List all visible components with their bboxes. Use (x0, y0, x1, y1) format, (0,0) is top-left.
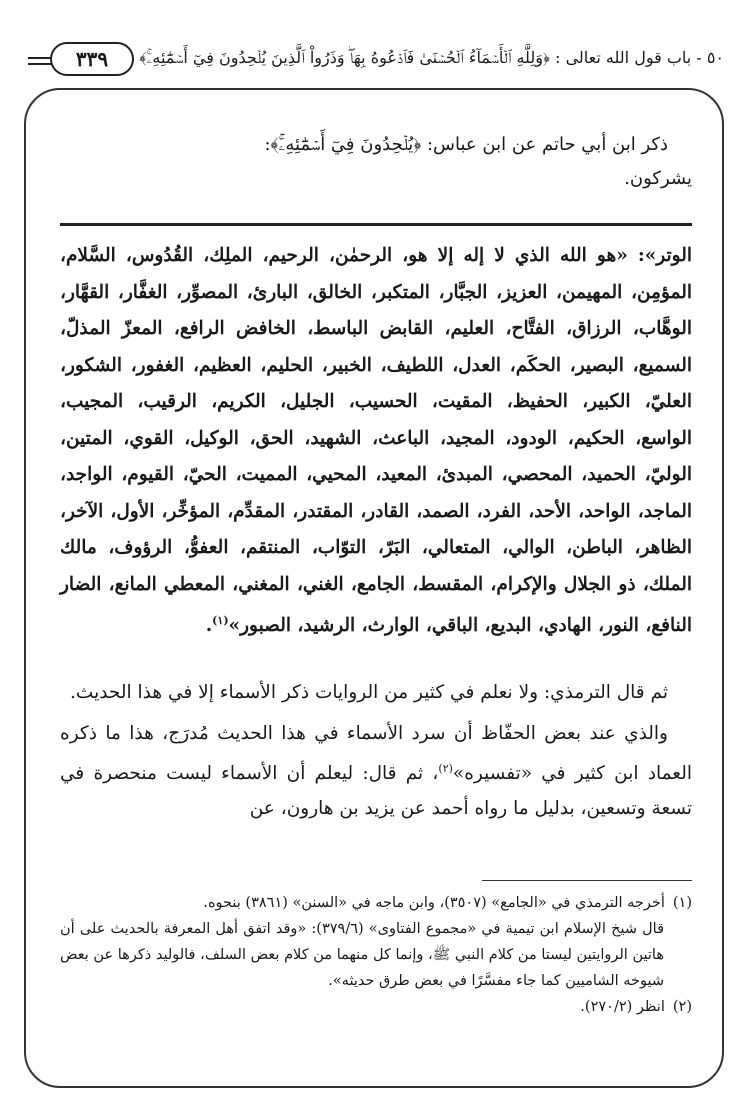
page-number: ٣٣٩ (50, 42, 134, 76)
body-paragraph-2-b: ، ثم قال: ليعلم أن الأسماء ليست منحصرة في تسعة وتسعين، بدليل ما رواه أحمد عن يزيد بن هارون، عن (60, 763, 692, 820)
footnote-2 (60, 994, 692, 1020)
divine-names-paragraph: الوتر»: «هو الله الذي لا إله إلا هو، الرحمٰن، الرحيم، الملِك، القُدُوس، السَّلام، المؤمِن، المهيمن، العزيز، الجبَّار، المتكبر، الخالق، البارئ، المصوِّر، الغفَّار، القهَّار، الوهَّاب، الرزاق، الفتَّاح، العليم، القابض الباسط، الخافض الرافع، المعزّ المذلّ، السميع، البصير، الحكَم، العدل، اللطيف، الخبير، الحليم، العظيم، الغفور، الشكور، العليّ، الكبير، الحفيظ، المقيت، الحسيب، الجليل، الكريم، الرقيب، المجيب، الواسع، الحكيم، الودود، المجيد، الباعث، الشهيد، الحق، الوكيل، القوي، المتين، الوليّ، الحميد، المحصي، المبدئ، المعيد، المحيي، المميت، الحيّ، القيوم، الواجد، الماجد، الواحد، الأحد، الفرد، الصمد، القادر، المقتدر، المقدِّم، المؤخِّر، الأول، الآخر، الظاهر، الباطن، الوالي، المتعالي، البَرّ، التوّاب، المنتقم، العفوُّ، الرؤوف، مالك الملك، ذو الجلال والإكرام، المقسط، الجامع، الغني، المغني، المعطي المانع، الضار النافع، النور، الهادي، البديع، الباقي، الوارث، الرشيد، الصبور»$^{(١)}$. (60, 245, 692, 637)
running-header (28, 40, 728, 80)
body-paragraph-2-a: والذي عند بعض الحفّاظ أن سرد الأسماء في هذا الحديث مُدرَج، هذا ما ذكره العماد ابن كثير في «تفسيره» (60, 723, 692, 785)
section-divider (60, 223, 692, 226)
intro-line-1: ذكر ابن أبي حاتم عن ابن عباس: ﴿يُلۡحِدُونَ فِيٓ أَسۡمَٰٓئِهِۦۚ﴾: (264, 134, 668, 155)
footnote-ref-1[interactable]: (١) (212, 614, 229, 627)
footnote-1-text: أخرجه الترمذي في «الجامع» (٣٥٠٧)، وابن ماجه في «السنن» (٣٨٦١) بنحوه. (203, 895, 665, 911)
footnote-2-number: (٢) (672, 999, 692, 1015)
footnote-1-number: (١) (672, 895, 692, 911)
footnote-2-text: انظر (٢٧٠/٢). (580, 999, 665, 1015)
intro-line-2: يشركون. (624, 168, 692, 189)
body-paragraph-2 (60, 716, 692, 826)
body-text (60, 675, 692, 832)
body-paragraph-1: ثم قال الترمذي: ولا نعلم في كثير من الروايات ذكر الأسماء إلا في هذا الحديث. (70, 682, 668, 703)
names-text: الوتر»: «هو الله الذي لا إله إلا هو، الرحمٰن، الرحيم، الملِك، القُدُوس، السَّلام، المؤمِن، المهيمن، العزيز، الجبَّار، المتكبر، الخالق، البارئ، المصوِّر، الغفَّار، القهَّار، الوهَّاب، الرزاق، الفتَّاح، العليم، القابض الباسط، الخافض الرافع، المعزّ المذلّ، السميع، البصير، الحكَم، العدل، اللطيف، الخبير، الحليم، العظيم، الغفور، الشكور، العليّ، الكبير، الحفيظ، المقيت، الحسيب، الجليل، الكريم، الرقيب، المجيب، الواسع، الحكيم، الودود، المجيد، الباعث، الشهيد، الحق، الوكيل، القوي، المتين، الوليّ، الحميد، المحصي، المبدئ، المعيد، المحيي، المميت، الحيّ، القيوم، الواجد، الماجد، الواحد، الأحد، الفرد، الصمد، القادر، المقتدر، المقدِّم، المؤخِّر، الأول، الآخر، الظاهر، الباطن، الوالي، المتعالي، البَرّ، التوّاب، المنتقم، العفوُّ، الرؤوف، مالك الملك، ذو الجلال والإكرام، المقسط، الجامع، الغني، المغني، المعطي المانع، الضار النافع، النور، الهادي، البديع، الباقي، الوارث، الرشيد، الصبور» (60, 245, 692, 637)
intro-block (60, 128, 692, 196)
chapter-title: ٥٠ - باب قول الله تعالى : ﴿وَلِلَّهِ ٱلۡأَسۡمَآءُ ٱلۡحُسۡنَىٰ فَٱدۡعُوهُ بِهَاۖ وَذَرُواْ ٱلَّذِينَ يُلۡحِدُونَ فِيٓ أَسۡمَٰٓئِهِۦۚ﴾ (129, 44, 728, 72)
footnote-ref-2[interactable]: (٢) (438, 762, 453, 775)
footnote-1 (60, 890, 692, 916)
footnote-1-continuation: قال شيخ الإسلام ابن تيمية في «مجموع الفتاوى» (٣٧٩/٦): «وقد اتفق أهل المعرفة بالحديث على أن هاتين الروايتين ليستا من كلام النبي ﷺ، وإنما كل منهما من كلام بعض السلف، فالوليد ذكرها عن بعض شيوخه الشاميين كما جاء مفسَّرًا في بعض طرق حديثه». (60, 921, 665, 989)
footnotes (60, 890, 692, 1020)
